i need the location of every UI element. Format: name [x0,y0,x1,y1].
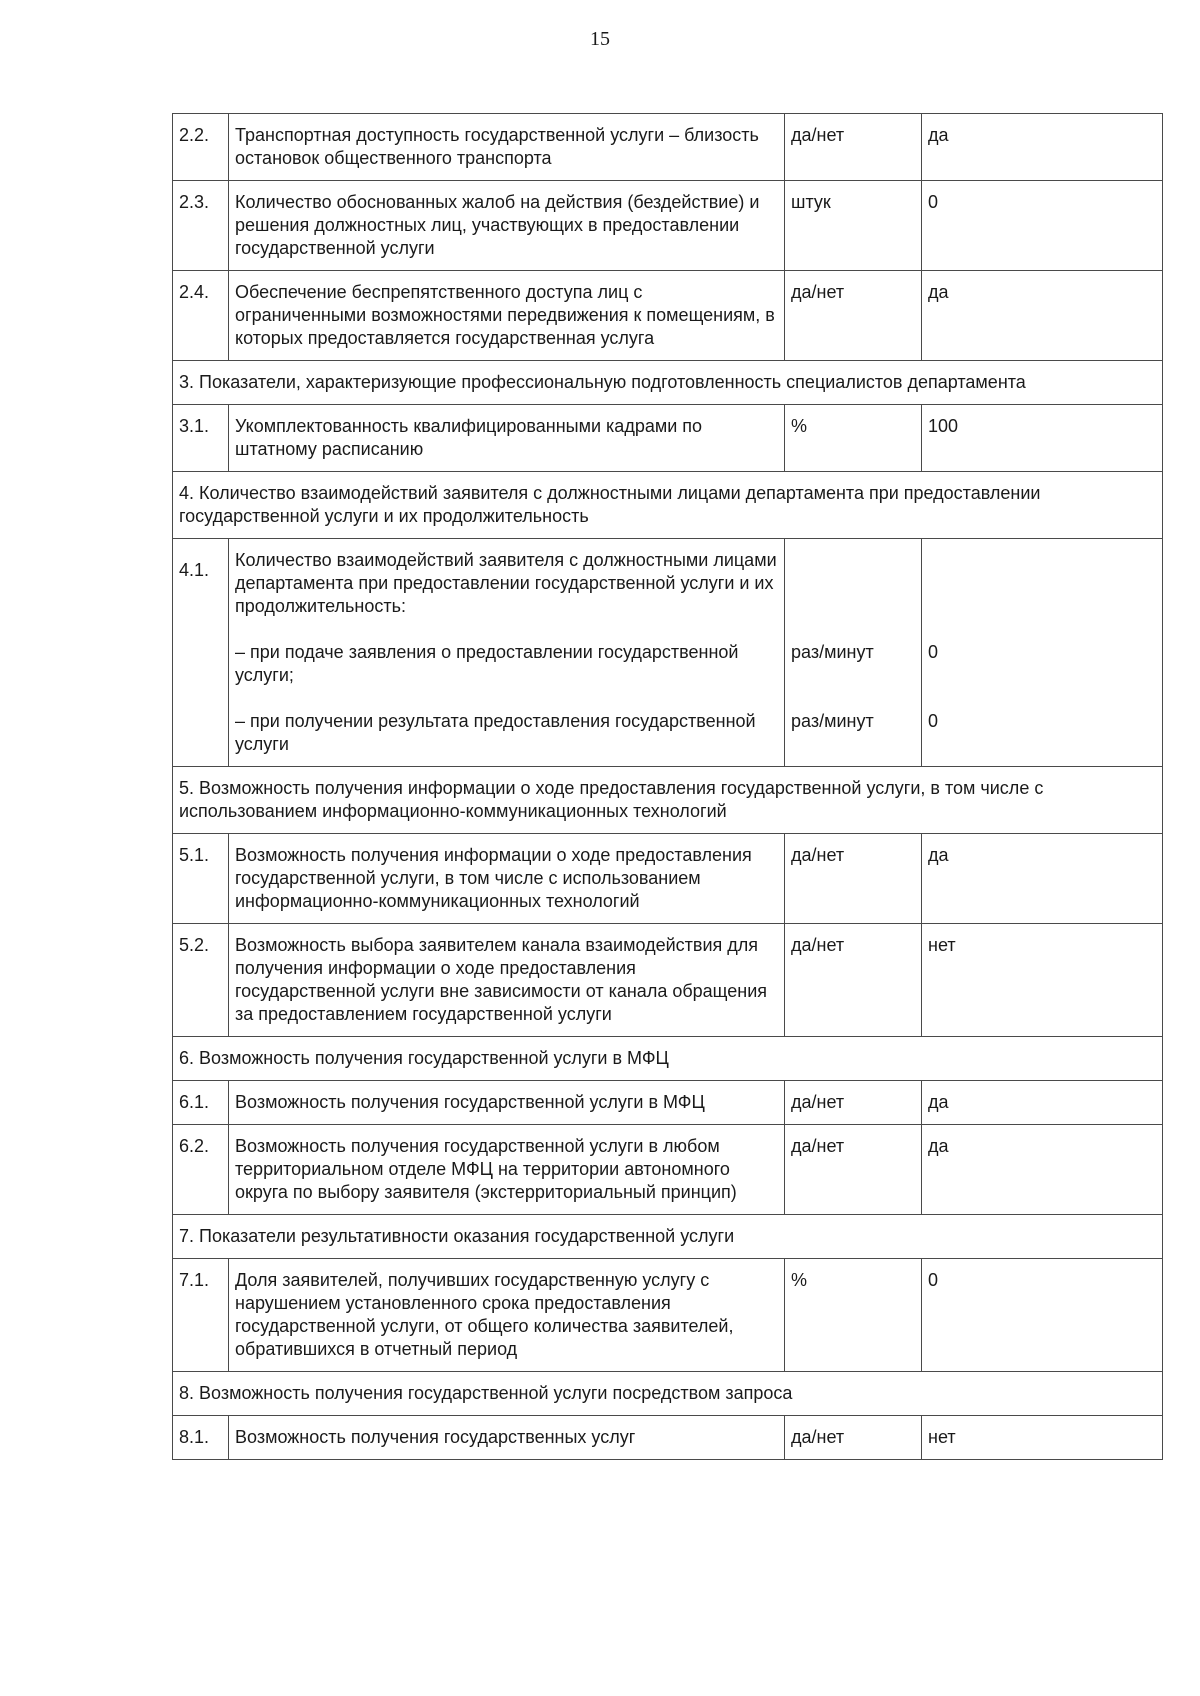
section-row [173,361,1163,405]
row-indicator: Возможность получения государственной услуги в любом территориальном отделе МФЦ на территории автономного округа по выбору заявителя (экстерриториальный принцип) [229,1125,785,1215]
table-row [173,924,1163,1037]
row-value: нет [922,1416,1163,1460]
row-value: 0 [922,181,1163,271]
row-number: 6.2. [173,1125,229,1215]
row-indicator: Возможность получения информации о ходе предоставления государственной услуги, в том числе с использованием информационно-коммуникационных технологий [229,834,785,924]
table-row [173,834,1163,924]
row-number: 2.2. [173,114,229,181]
table-row [173,114,1163,181]
section-heading-7: 7. Показатели результативности оказания государственной услуги [173,1215,1163,1259]
row-value: да [922,114,1163,181]
row-indicator: Возможность получения государственных услуг [229,1416,785,1460]
row-value: 0 [922,1259,1163,1372]
row-number: 6.1. [173,1081,229,1125]
row-indicator: Доля заявителей, получивших государственную услугу с нарушением установленного срока предоставления государственной услуги, от общего количества заявителей, обратившихся в отчетный период [229,1259,785,1372]
row-unit: % [785,405,922,472]
row-unit: % [785,1259,922,1372]
table-row [173,181,1163,271]
table-row [173,1259,1163,1372]
table-row [173,271,1163,361]
row-unit: да/нет [785,1081,922,1125]
section-row [173,1215,1163,1259]
row-number: 3.1. [173,405,229,472]
row-indicator: Возможность получения государственной услуги в МФЦ [229,1081,785,1125]
row-unit: да/нет [785,924,922,1037]
row-indicator: Укомплектованность квалифицированными кадрами по штатному расписанию [229,405,785,472]
page-number: 15 [590,28,610,50]
row-value: да [922,271,1163,361]
indicators-table [172,113,1163,1460]
table-row [173,405,1163,472]
row-number: 5.2. [173,924,229,1037]
sub-unit-submission: раз/минут [791,642,874,662]
sub-value-submission: 0 [928,642,939,662]
row-number: 2.4. [173,271,229,361]
row-unit: да/нет [785,271,922,361]
row-unit: да/нет [785,834,922,924]
row-value: да [922,834,1163,924]
row-unit: да/нет [785,1125,922,1215]
row-number-text: 4.1. [179,560,210,580]
table-row [173,1125,1163,1215]
section-heading-5: 5. Возможность получения информации о ходе предоставления государственной услуги, в том числе с использованием информационно-коммуникационных технологий [173,767,1163,834]
row-number: 2.3. [173,181,229,271]
row-value: да [922,1125,1163,1215]
section-row [173,1372,1163,1416]
row-value: 100 [922,405,1163,472]
row-indicator [229,539,785,767]
row-number: 7.1. [173,1259,229,1372]
row-indicator: Возможность выбора заявителем канала взаимодействия для получения информации о ходе предоставления государственной услуги вне зависимости от канала обращения за предоставлением государственной услуги [229,924,785,1037]
section-heading-3: 3. Показатели, характеризующие профессиональную подготовленность специалистов департамента [173,361,1163,405]
row-value [922,539,1163,767]
table-row [173,1081,1163,1125]
section-row [173,472,1163,539]
row-unit [785,539,922,767]
section-heading-6: 6. Возможность получения государственной услуги в МФЦ [173,1037,1163,1081]
row-indicator: Обеспечение беспрепятственного доступа лиц с ограниченными возможностями передвижения к помещениям, в которых предоставляется государственная услуга [229,271,785,361]
table-row [173,1416,1163,1460]
row-unit: да/нет [785,114,922,181]
row-value: да [922,1081,1163,1125]
sub-unit-result: раз/минут [791,711,874,731]
row-indicator-text: Количество взаимодействий заявителя с должностными лицами департамента при предоставлении государственной услуги и их продолжительность: [235,550,777,616]
row-unit: штук [785,181,922,271]
sub-indicator-result: – при получении результата предоставления государственной услуги [235,711,756,754]
sub-value-result: 0 [928,711,939,731]
row-indicator: Транспортная доступность государственной услуги – близость остановок общественного транспорта [229,114,785,181]
row-number [173,539,229,767]
section-row [173,767,1163,834]
section-heading-4: 4. Количество взаимодействий заявителя с должностными лицами департамента при предоставлении государственной услуги и их продолжительность [173,472,1163,539]
sub-indicator-submission: – при подаче заявления о предоставлении государственной услуги; [235,642,739,685]
table-row [173,539,1163,767]
row-number: 8.1. [173,1416,229,1460]
row-value: нет [922,924,1163,1037]
section-row [173,1037,1163,1081]
section-heading-8: 8. Возможность получения государственной услуги посредством запроса [173,1372,1163,1416]
row-unit: да/нет [785,1416,922,1460]
row-indicator: Количество обоснованных жалоб на действия (бездействие) и решения должностных лиц, участвующих в предоставлении государственной услуги [229,181,785,271]
row-number: 5.1. [173,834,229,924]
